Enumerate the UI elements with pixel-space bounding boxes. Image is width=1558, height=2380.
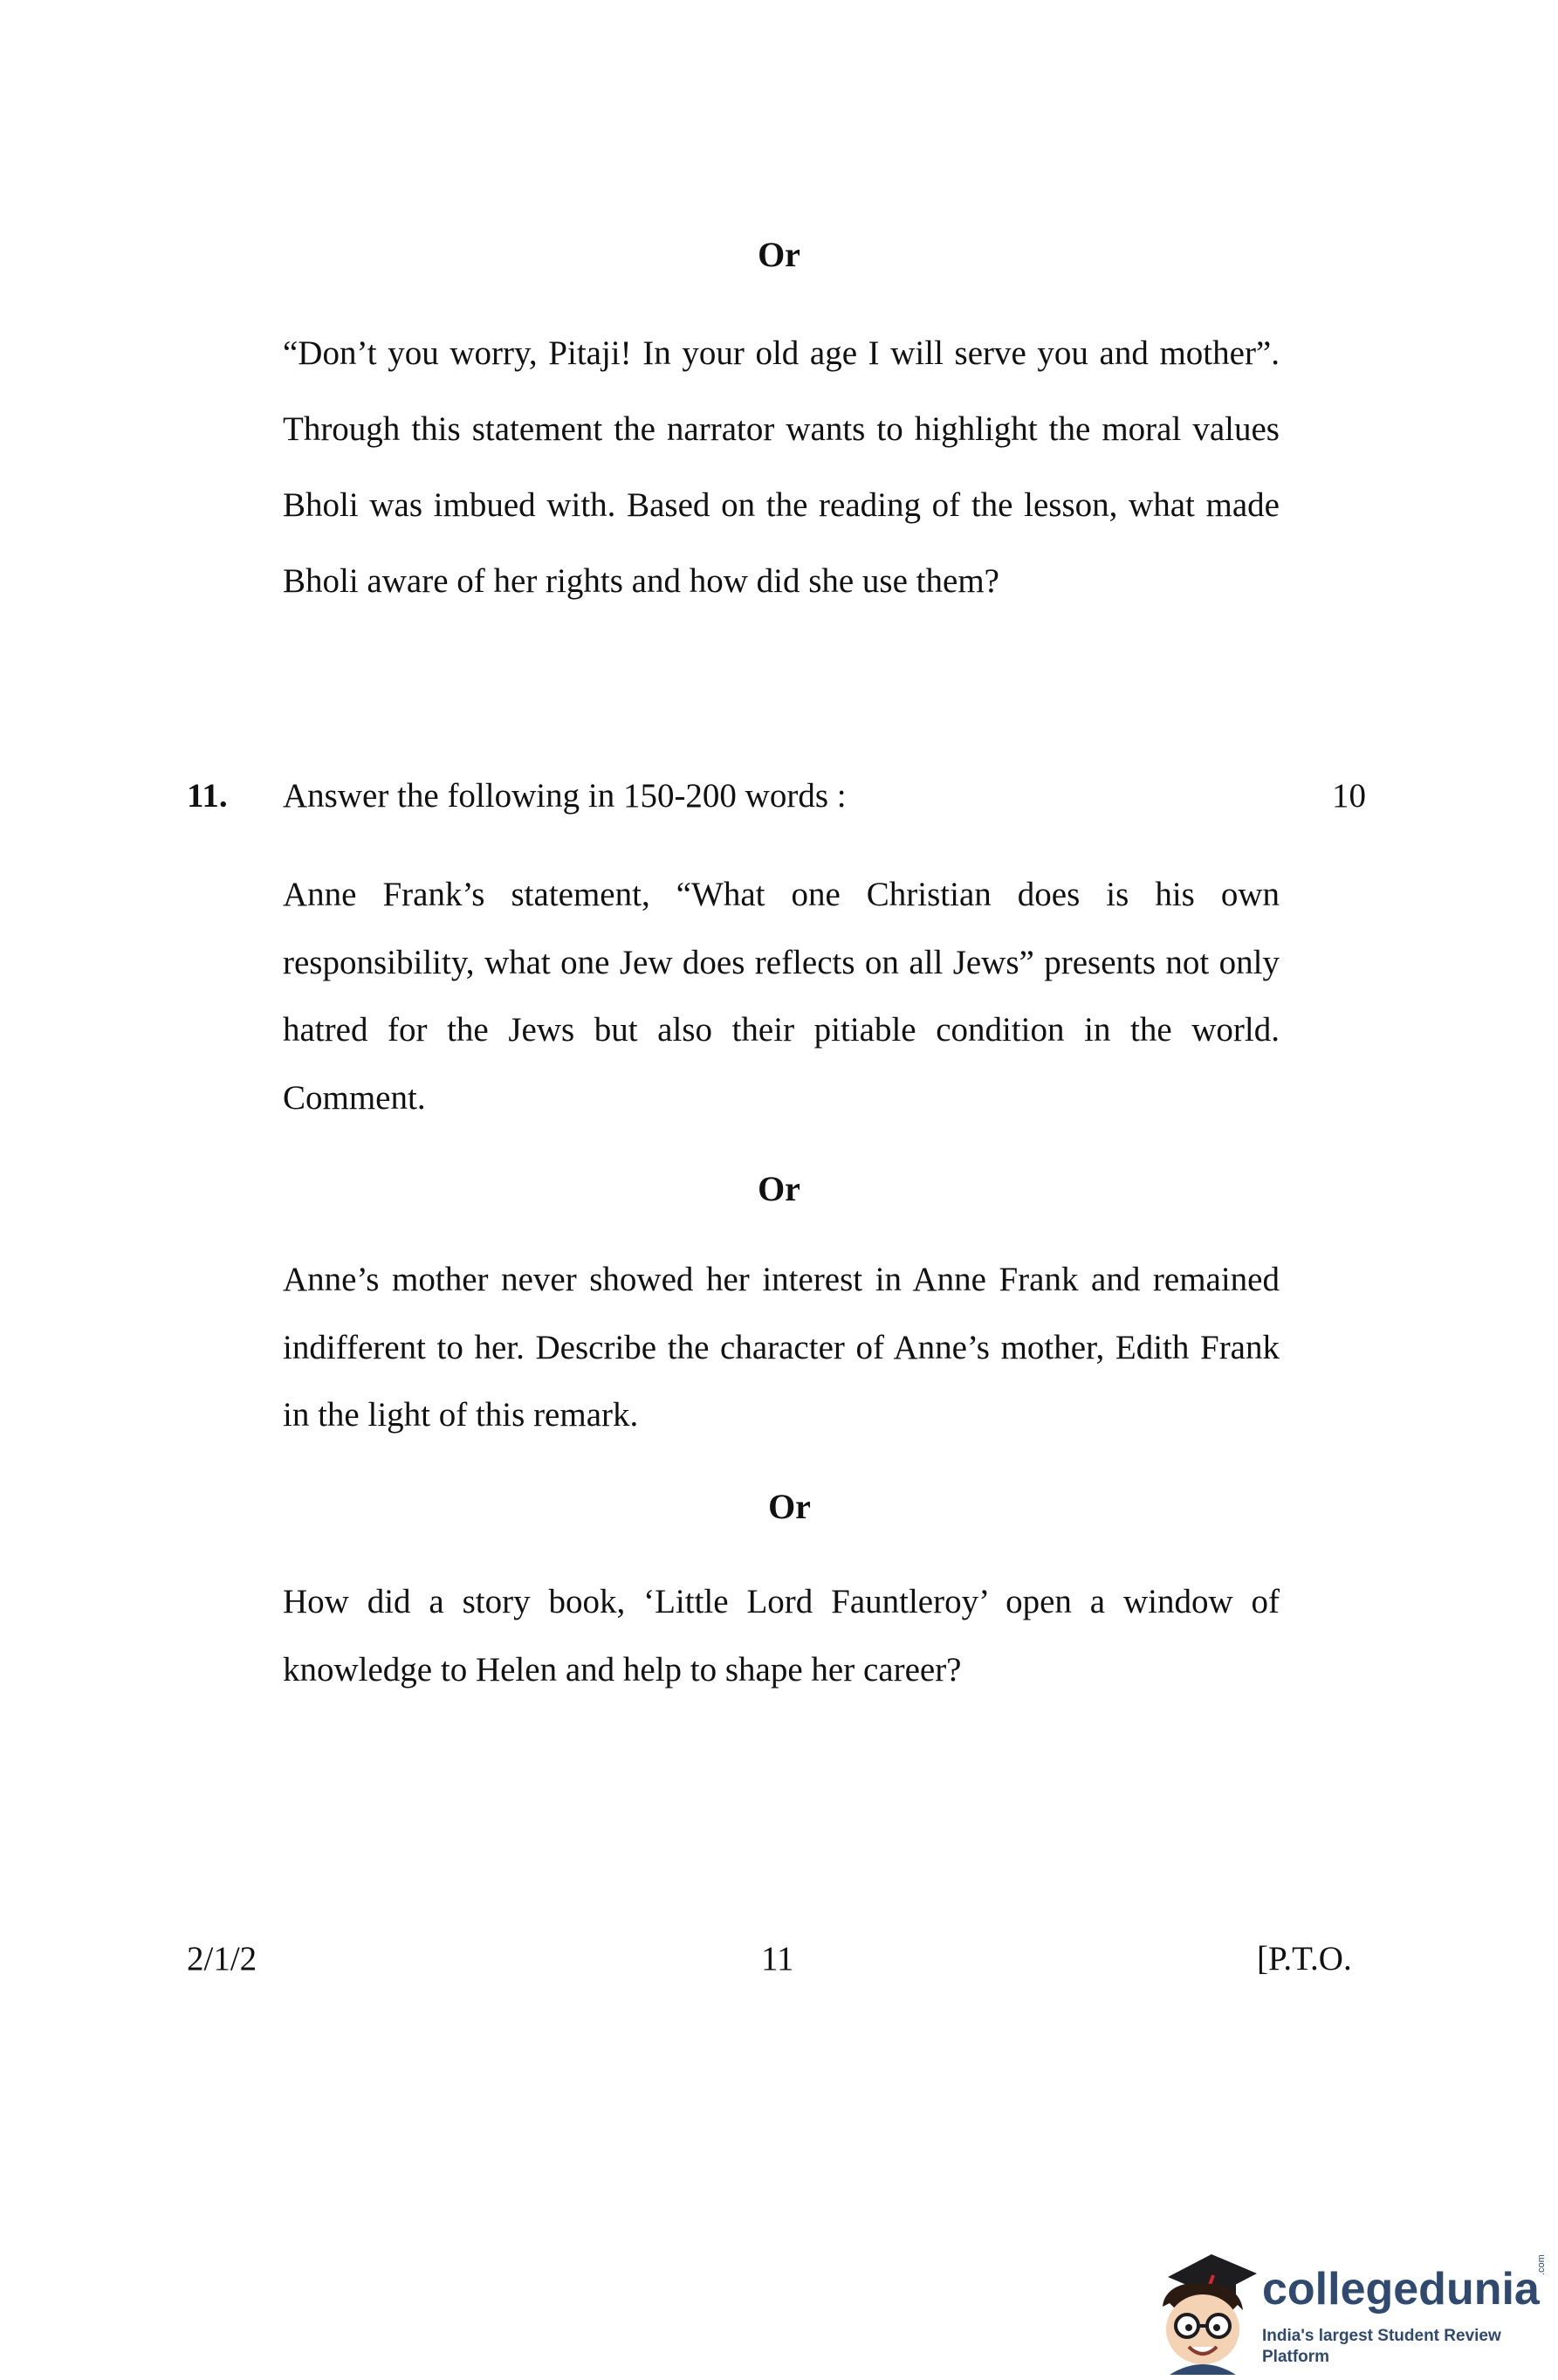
- question-marks: 10: [1332, 777, 1366, 815]
- question-11-option-1: Anne Frank’s statement, “What one Christian does is his own responsibility, what one Jew does reflects on all Jews” presents not only hatred for the Jews but also their pitiable condition in the world. Comment.: [283, 876, 1280, 1117]
- question-11-option-3: How did a story book, ‘Little Lord Fauntleroy’ open a window of knowledge to Helen and help to shape her career?: [283, 1583, 1280, 1689]
- question-number: 11.: [187, 777, 228, 815]
- brand-tagline: India's largest Student Review Platform: [1262, 2327, 1501, 2366]
- page-number: 11: [761, 1940, 794, 1978]
- collegedunia-logo: [1150, 2244, 1552, 2375]
- brand-domain: .com: [1536, 2254, 1547, 2275]
- or-separator-1: Or: [758, 235, 800, 274]
- brand-name: collegedunia: [1262, 2264, 1540, 2315]
- question-11-option-2: Anne’s mother never showed her interest in Anne Frank and remained indifferent to her. Describe the character of Anne’s mother, Edith Frank in the light of this remark.: [283, 1261, 1280, 1434]
- question-10-alternative-text: “Don’t you worry, Pitaji! In your old age I will serve you and mother”. Through this statement the narrator wants to highlight the moral values Bholi was imbued with. Based on the reading of the lesson, what made Bholi aware of her rights and how did she use them?: [283, 334, 1280, 600]
- paper-code: 2/1/2: [187, 1940, 257, 1978]
- student-mascot-icon: [1150, 2244, 1259, 2375]
- or-separator-2: Or: [758, 1169, 800, 1208]
- or-separator-3: Or: [768, 1487, 811, 1526]
- question-prompt: Answer the following in 150-200 words :: [283, 777, 847, 815]
- please-turn-over: [P.T.O.: [1257, 1940, 1352, 1978]
